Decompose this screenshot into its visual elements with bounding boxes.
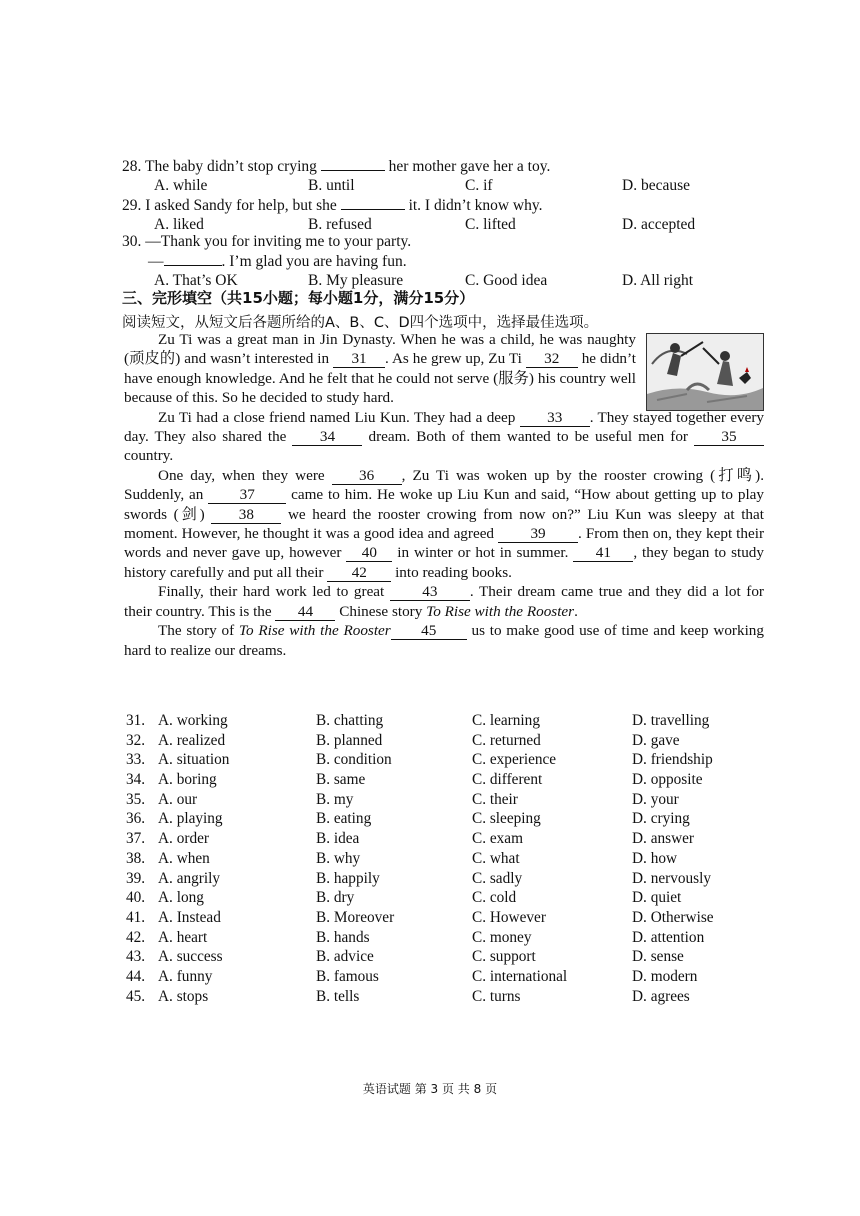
option-c: C. money: [472, 928, 532, 946]
answer-blank: [341, 195, 405, 210]
choice-row-42: 42. A. heart B. hands C. money D. attention: [126, 928, 705, 946]
question-number: 29.: [122, 197, 142, 214]
blank-32: 32: [526, 351, 578, 368]
passage-paragraph-5: The story of To Rise with the Rooster 45 us to make good use of time and keep working hard to realize our dreams.: [124, 622, 764, 659]
option-b: B. My pleasure: [308, 272, 404, 289]
choice-row-35: 35. A. our B. my C. their D. your: [126, 790, 679, 808]
blank-33: 33: [520, 410, 590, 427]
cloze-choices: [126, 711, 766, 1006]
blank-36: 36: [332, 468, 402, 485]
blank-34: 34: [292, 429, 362, 446]
choice-row-41: 41. A. Instead B. Moreover C. However D. Otherwise: [126, 908, 714, 926]
blank-44: 44: [275, 604, 335, 621]
question-number: 30.: [122, 233, 142, 250]
option-d: D. friendship: [632, 751, 713, 769]
blank-39: 39: [498, 526, 578, 543]
option-d: D. crying: [632, 810, 690, 828]
blank-43: 43: [390, 584, 470, 601]
passage-paragraph-1: Zu Ti was a great man in Jin Dynasty. When he was a child, he was naughty (顽皮的) and wasn’t interested in 31 . As he grew up, Zu Ti 32 he didn’t have enough knowledge. And he felt that he could not serve (服务) his country well because of this. So he decided to study hard.: [124, 331, 637, 407]
option-a: A. liked: [154, 216, 204, 233]
option-a: A. angrily: [158, 869, 221, 887]
page-footer: 英语试题 第 3 页 共 8 页: [362, 1082, 498, 1096]
option-c: C. However: [472, 908, 546, 926]
option-d: D. attention: [632, 928, 705, 946]
option-b: B. until: [308, 177, 355, 194]
option-c: C. different: [472, 771, 543, 789]
option-d: D. nervously: [632, 869, 712, 887]
choice-row-45: 45. A. stops B. tells C. turns D. agrees: [126, 987, 690, 1005]
question-stem: 30. —Thank you for inviting me to your party.: [122, 233, 412, 250]
question-response: — . I’m glad you are having fun.: [148, 253, 407, 270]
question-29: [122, 195, 772, 234]
choice-row-33: 33. A. situation B. condition C. experience D. friendship: [126, 751, 713, 769]
choice-row-36: 36. A. playing B. eating C. sleeping D. crying: [126, 810, 690, 828]
option-b: B. idea: [316, 830, 360, 848]
option-b: B. same: [316, 771, 366, 789]
option-d: D. modern: [632, 967, 698, 985]
option-b: B. advice: [316, 948, 374, 966]
option-c: C. if: [465, 177, 493, 194]
option-c: C. sadly: [472, 869, 523, 887]
option-c: C. learning: [472, 712, 540, 729]
section-instruction: 阅读短文，从短文后各题所给的A、B、C、D四个选项中，选择最佳选项。: [122, 315, 599, 331]
option-a: A. order: [158, 830, 209, 848]
option-b: B. eating: [316, 810, 372, 828]
option-c: C. Good idea: [465, 272, 548, 289]
option-a: A. That’s OK: [154, 272, 238, 289]
blank-38: 38: [211, 507, 281, 524]
option-d: D. gave: [632, 731, 680, 749]
option-b: B. famous: [316, 967, 379, 985]
question-stem: 29. I asked Sandy for help, but she it. I didn’t know why.: [122, 197, 543, 214]
choice-row-43: 43. A. success B. advice C. support D. sense: [126, 948, 684, 966]
option-b: B. planned: [316, 731, 383, 749]
question-stem: 28. The baby didn’t stop crying her mother gave her a toy.: [122, 158, 551, 175]
blank-35: 35: [694, 429, 764, 446]
option-c: C. what: [472, 849, 520, 867]
blank-42: 42: [327, 565, 391, 582]
option-d: D. answer: [632, 830, 695, 848]
option-c: C. exam: [472, 830, 523, 848]
choice-row-31: 31. A. working B. chatting C. learning D. travelling: [126, 712, 710, 729]
option-c: C. returned: [472, 731, 541, 749]
option-c: C. international: [472, 967, 568, 985]
option-c: C. cold: [472, 889, 517, 907]
option-b: B. chatting: [316, 712, 384, 729]
choice-row-44: 44. A. funny B. famous C. international D. modern: [126, 967, 698, 985]
question-options: [122, 176, 772, 195]
option-a: A. Instead: [158, 908, 221, 926]
section-heading: 三、完形填空（共15小题；每小题1分，满分15分）: [122, 289, 475, 307]
story-title: To Rise with the Rooster: [238, 622, 391, 640]
option-b: B. my: [316, 790, 354, 808]
option-b: B. condition: [316, 751, 392, 769]
answer-blank: [164, 251, 222, 266]
story-title: To Rise with the Rooster: [426, 602, 575, 620]
option-a: A. while: [154, 177, 208, 194]
option-a: A. success: [158, 948, 223, 966]
blank-40: 40: [346, 545, 392, 562]
option-a: A. when: [158, 849, 210, 867]
option-d: D. sense: [632, 948, 684, 966]
option-d: D. how: [632, 849, 678, 867]
option-c: C. support: [472, 948, 536, 966]
option-d: D. because: [622, 177, 690, 194]
option-d: D. agrees: [632, 987, 690, 1005]
option-a: A. working: [158, 712, 228, 729]
option-d: D. opposite: [632, 771, 703, 789]
blank-41: 41: [573, 545, 633, 562]
option-b: B. dry: [316, 889, 355, 907]
option-c: C. experience: [472, 751, 557, 769]
choice-row-38: 38. A. when B. why C. what D. how: [126, 849, 678, 867]
blank-31: 31: [333, 351, 385, 368]
passage-paragraph-3: One day, when they were 36 , Zu Ti was woken up by the rooster crowing (打鸣). Suddenly, an 37 came to him. He woke up Liu Kun and said, “How about getting up to play swords (剑) 38 we heard the rooster crowing from now on?” Liu Kun was sleepy at that moment. However, he thought it was a good idea and agreed 39 . From then on, they kept their words and never gave up, however 40 in winter or hot in summer. 41 , they began to study history carefully and put all their 42 into reading books.: [124, 466, 764, 581]
blank-45: 45: [391, 623, 467, 640]
choice-row-34: 34. A. boring B. same C. different D. opposite: [126, 771, 703, 789]
option-a: A. heart: [158, 928, 208, 946]
option-a: A. funny: [158, 967, 213, 985]
option-a: A. realized: [158, 731, 226, 749]
blank-37: 37: [208, 487, 286, 504]
question-number: 28.: [122, 158, 142, 175]
option-a: A. playing: [158, 810, 223, 828]
option-a: A. stops: [158, 987, 209, 1005]
passage-paragraph-4: Finally, their hard work led to great 43 . Their dream came true and they did a lot for their country. This is the 44 Chinese story To Rise with the Rooster.: [124, 583, 764, 620]
option-d: D. your: [632, 790, 679, 808]
passage-paragraph-2: Zu Ti had a close friend named Liu Kun. They had a deep 33 . They stayed together every day. They also shared the 34 dream. Both of them wanted to be useful men for 35 country.: [124, 408, 764, 465]
choice-row-40: 40. A. long B. dry C. cold D. quiet: [126, 889, 682, 907]
option-b: B. why: [316, 849, 361, 867]
option-a: A. long: [158, 889, 204, 907]
option-d: D. All right: [622, 272, 694, 289]
question-28: [122, 156, 772, 195]
option-d: D. Otherwise: [632, 908, 714, 926]
option-a: A. our: [158, 790, 198, 808]
option-c: C. their: [472, 790, 518, 808]
option-d: D. quiet: [632, 889, 682, 907]
option-b: B. tells: [316, 987, 360, 1005]
option-c: C. lifted: [465, 216, 516, 233]
option-d: D. accepted: [622, 216, 696, 233]
option-c: C. turns: [472, 987, 521, 1005]
cloze-passage: [124, 330, 764, 660]
choice-row-39: 39. A. angrily B. happily C. sadly D. nervously: [126, 869, 712, 887]
option-a: A. boring: [158, 771, 217, 789]
answer-blank: [321, 156, 385, 171]
option-b: B. happily: [316, 869, 380, 887]
option-c: C. sleeping: [472, 810, 541, 828]
option-b: B. hands: [316, 928, 370, 946]
option-d: D. travelling: [632, 712, 710, 729]
choice-row-32: 32. A. realized B. planned C. returned D. gave: [126, 731, 680, 749]
option-b: B. Moreover: [316, 908, 395, 926]
question-30: [122, 232, 772, 290]
option-a: A. situation: [158, 751, 230, 769]
choice-row-37: 37. A. order B. idea C. exam D. answer: [126, 830, 695, 848]
option-b: B. refused: [308, 216, 372, 233]
